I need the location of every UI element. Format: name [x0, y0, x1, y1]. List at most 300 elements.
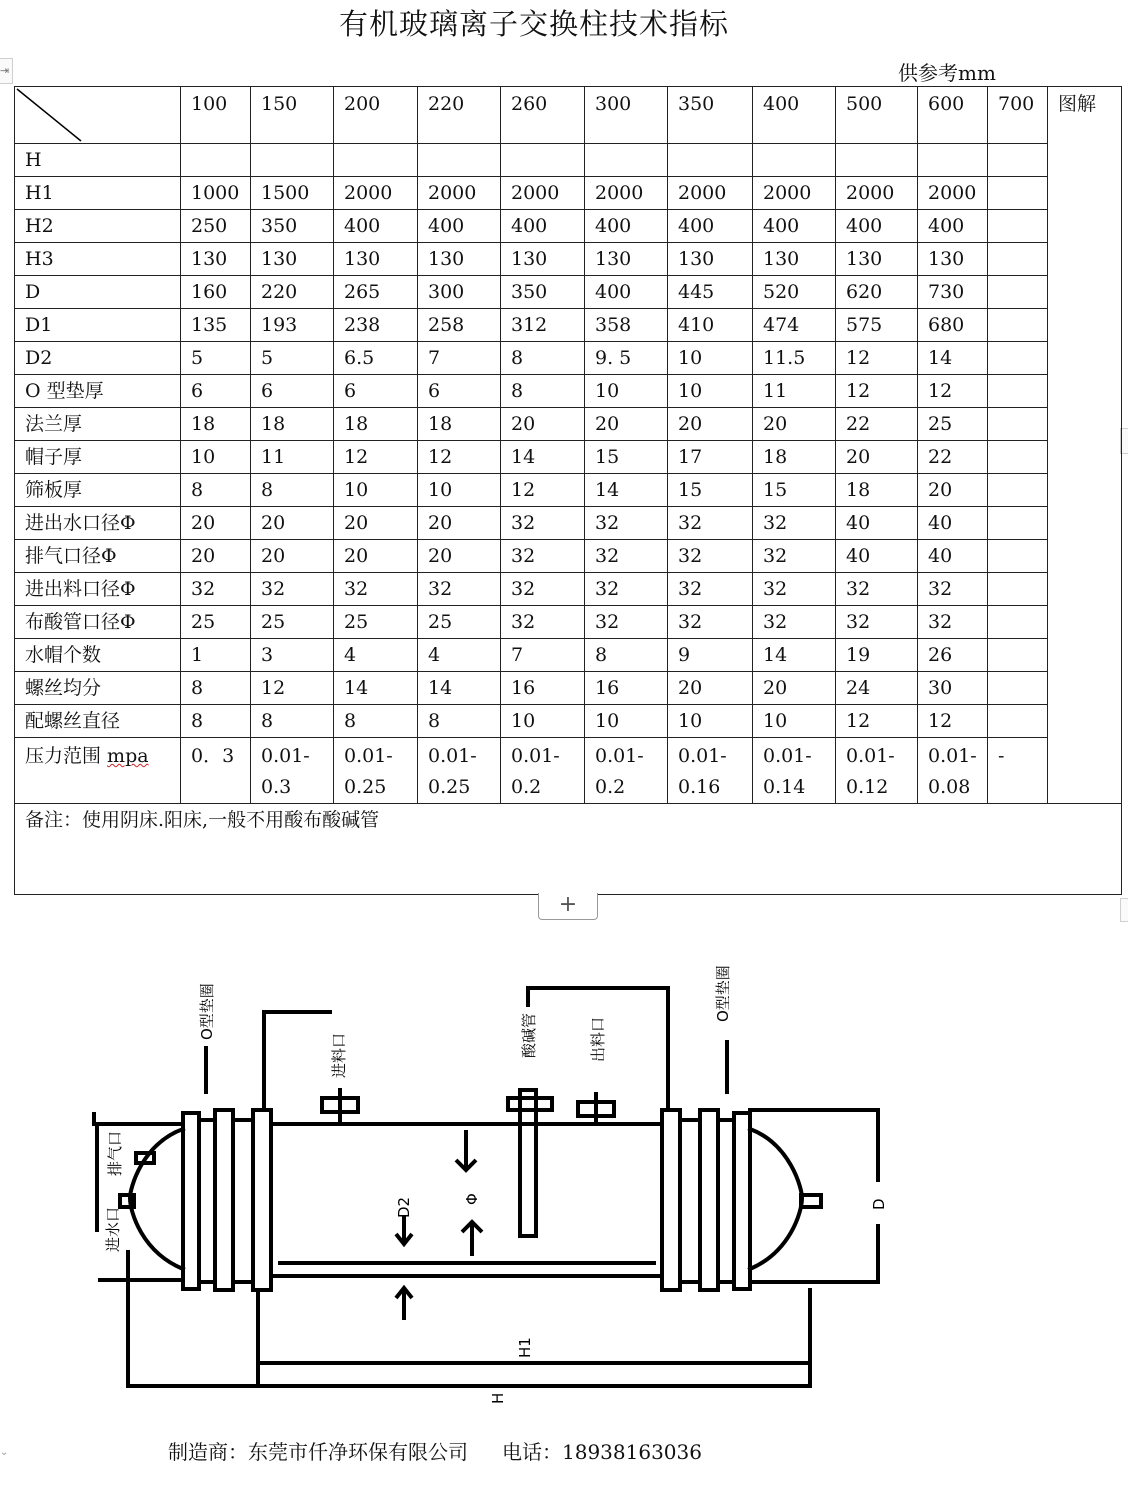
table-cell: 8	[251, 705, 334, 738]
table-cell: 32	[668, 573, 753, 606]
table-cell: 32	[501, 540, 585, 573]
feed-inlet-label: 进料口	[330, 1032, 348, 1078]
table-cell: 15	[668, 474, 753, 507]
table-cell: 14	[753, 639, 836, 672]
table-cell: 193	[251, 309, 334, 342]
header-size-260: 260	[501, 87, 585, 144]
table-cell: 16	[501, 672, 585, 705]
pressure-max: 0.2	[511, 776, 542, 798]
header-size-500: 500	[836, 87, 918, 144]
table-cell	[988, 474, 1048, 507]
row-label: 螺丝均分	[15, 672, 181, 705]
table-cell	[836, 144, 918, 177]
table-row	[15, 243, 1122, 276]
table-cell: 7	[418, 342, 501, 375]
table-cell: 2000	[501, 177, 585, 210]
table-cell: 20	[668, 408, 753, 441]
table-row	[15, 144, 1122, 177]
table-cell: 25	[418, 606, 501, 639]
table-cell: 20	[501, 408, 585, 441]
table-cell: 12	[418, 441, 501, 474]
table-cell: 2000	[836, 177, 918, 210]
table-cell: 2000	[418, 177, 501, 210]
pressure-cell	[501, 738, 585, 804]
pressure-cell	[836, 738, 918, 804]
table-cell: 40	[836, 507, 918, 540]
pressure-min: 0.01-	[595, 745, 644, 767]
header-size-150: 150	[251, 87, 334, 144]
table-cell: 20	[181, 507, 251, 540]
table-row	[15, 705, 1122, 738]
table-cell: 400	[501, 210, 585, 243]
table-cell: 32	[668, 540, 753, 573]
note-text: 备注：使用阴床.阳床,一般不用酸布酸碱管	[15, 804, 1122, 895]
table-row	[15, 540, 1122, 573]
table-cell: 18	[181, 408, 251, 441]
footer	[168, 1436, 702, 1465]
arrow-right-icon[interactable]: ⇥	[0, 58, 13, 84]
table-cell: 32	[585, 606, 668, 639]
table-cell: 220	[251, 276, 334, 309]
table-header-row	[15, 87, 1122, 144]
pressure-cell	[918, 738, 988, 804]
table-cell: 10	[668, 342, 753, 375]
table-cell: 300	[418, 276, 501, 309]
table-cell: 8	[585, 639, 668, 672]
table-cell: 265	[334, 276, 418, 309]
vent-label: 排气口	[106, 1130, 124, 1176]
table-cell: 11.5	[753, 342, 836, 375]
pressure-max: 0.3	[261, 776, 292, 798]
page-resize-handle[interactable]	[1120, 898, 1128, 922]
table-cell: 32	[251, 573, 334, 606]
table-row	[15, 342, 1122, 375]
table-cell	[988, 210, 1048, 243]
table-cell: 8	[418, 705, 501, 738]
table-cell: 20	[585, 408, 668, 441]
table-cell	[988, 672, 1048, 705]
table-cell	[988, 243, 1048, 276]
pressure-max: 0.25	[428, 776, 471, 798]
table-cell: 32	[181, 573, 251, 606]
table-row	[15, 276, 1122, 309]
row-label: 配螺丝直径	[15, 705, 181, 738]
table-cell	[668, 144, 753, 177]
table-cell	[988, 408, 1048, 441]
table-cell: 20	[251, 540, 334, 573]
table-cell	[988, 375, 1048, 408]
table-cell: 350	[251, 210, 334, 243]
table-cell: 9	[668, 639, 753, 672]
table-cell: 8	[501, 342, 585, 375]
table-cell: 25	[918, 408, 988, 441]
table-cell: 5	[251, 342, 334, 375]
table-cell: 520	[753, 276, 836, 309]
table-row	[15, 441, 1122, 474]
table-cell: 32	[753, 540, 836, 573]
row-label: 帽子厚	[15, 441, 181, 474]
table-cell: 4	[418, 639, 501, 672]
table-cell	[988, 573, 1048, 606]
pressure-cell	[988, 738, 1048, 804]
table-cell: 20	[668, 672, 753, 705]
table-cell: 12	[836, 705, 918, 738]
table-cell: 4	[334, 639, 418, 672]
h1-label: H1	[516, 1337, 534, 1358]
table-cell: 5	[181, 342, 251, 375]
row-label: 排气口径Φ	[15, 540, 181, 573]
table-cell: 18	[753, 441, 836, 474]
reference-unit-note: 供参考mm	[898, 61, 996, 85]
header-size-100: 100	[181, 87, 251, 144]
row-label: D	[15, 276, 181, 309]
table-row	[15, 210, 1122, 243]
h-label: H	[489, 1392, 507, 1404]
table-cell	[988, 507, 1048, 540]
table-cell: 400	[585, 276, 668, 309]
table-cell: 18	[334, 408, 418, 441]
pressure-min: 0.01-	[928, 745, 977, 767]
header-size-700: 700	[988, 87, 1048, 144]
table-cell	[988, 639, 1048, 672]
table-cell	[251, 144, 334, 177]
pressure-row	[15, 738, 1122, 804]
o-ring-right-label: O型垫圈	[714, 965, 732, 1022]
table-cell: 8	[251, 474, 334, 507]
table-cell: 22	[836, 408, 918, 441]
pressure-min: 0.01-	[511, 745, 560, 767]
table-cell: 14	[501, 441, 585, 474]
table-cell: 6.5	[334, 342, 418, 375]
table-row	[15, 309, 1122, 342]
table-row	[15, 177, 1122, 210]
pressure-cell	[251, 738, 334, 804]
pressure-cell	[418, 738, 501, 804]
table-cell: 130	[585, 243, 668, 276]
pressure-min: 0.01-	[678, 745, 727, 767]
table-cell: 575	[836, 309, 918, 342]
pressure-cell	[334, 738, 418, 804]
table-cell: 20	[251, 507, 334, 540]
table-cell: 40	[918, 507, 988, 540]
table-row	[15, 375, 1122, 408]
table-cell: 8	[334, 705, 418, 738]
table-cell: 20	[918, 474, 988, 507]
row-label: H1	[15, 177, 181, 210]
table-cell: 32	[753, 573, 836, 606]
table-cell: 19	[836, 639, 918, 672]
table-cell: 32	[334, 573, 418, 606]
table-cell: 20	[753, 672, 836, 705]
table-cell: 10	[585, 705, 668, 738]
manufacturer-text: 制造商：东莞市仟净环保有限公司	[168, 1440, 468, 1464]
table-cell	[753, 144, 836, 177]
table-cell: 130	[181, 243, 251, 276]
table-row	[15, 408, 1122, 441]
pressure-max: 0.2	[595, 776, 626, 798]
d-label: D	[870, 1198, 888, 1210]
table-cell: 25	[181, 606, 251, 639]
pressure-min: 0.01-	[763, 745, 812, 767]
row-label: O 型垫厚	[15, 375, 181, 408]
table-cell	[988, 441, 1048, 474]
table-cell: 32	[501, 573, 585, 606]
d2-label: D2	[395, 1196, 413, 1218]
pressure-max: 0.08	[928, 776, 971, 798]
table-cell: 350	[501, 276, 585, 309]
table-cell: 400	[334, 210, 418, 243]
pressure-min: 0．3	[191, 745, 235, 767]
table-cell	[988, 309, 1048, 342]
note-row	[15, 804, 1122, 895]
table-cell: 32	[501, 507, 585, 540]
table-cell: 26	[918, 639, 988, 672]
pressure-max: 0.16	[678, 776, 721, 798]
table-cell: 135	[181, 309, 251, 342]
row-label: 进出料口径Φ	[15, 573, 181, 606]
table-cell	[918, 144, 988, 177]
pressure-cell	[585, 738, 668, 804]
table-cell: 20	[334, 507, 418, 540]
water-inlet-label: 进水口	[104, 1206, 122, 1252]
table-cell: 12	[501, 474, 585, 507]
table-cell: 160	[181, 276, 251, 309]
table-cell: 10	[334, 474, 418, 507]
table-cell: 40	[918, 540, 988, 573]
pressure-cell	[181, 738, 251, 804]
table-cell: 3	[251, 639, 334, 672]
table-cell: 20	[418, 507, 501, 540]
table-cell: 30	[918, 672, 988, 705]
table-cell: 358	[585, 309, 668, 342]
spec-table-body	[15, 87, 1122, 895]
pressure-min: 0.01-	[344, 745, 393, 767]
table-cell: 16	[585, 672, 668, 705]
pressure-min: -	[998, 745, 1005, 767]
table-cell: 14	[334, 672, 418, 705]
table-cell: 11	[753, 375, 836, 408]
table-cell: 32	[668, 507, 753, 540]
table-cell: 8	[501, 375, 585, 408]
pressure-label-text: 压力范围	[25, 745, 108, 767]
table-cell: 730	[918, 276, 988, 309]
table-cell: 8	[181, 705, 251, 738]
table-cell	[988, 276, 1048, 309]
table-cell: 10	[418, 474, 501, 507]
table-cell: 15	[753, 474, 836, 507]
table-cell: 15	[585, 441, 668, 474]
table-cell: 10	[668, 705, 753, 738]
page-margin-marker: ⌄	[0, 1447, 9, 1458]
pressure-cell	[668, 738, 753, 804]
dimension-arrows	[396, 1130, 482, 1320]
table-cell: 130	[334, 243, 418, 276]
table-cell: 10	[668, 375, 753, 408]
row-label: D2	[15, 342, 181, 375]
phone-text: 电话：18938163036	[502, 1440, 702, 1464]
table-cell: 32	[918, 573, 988, 606]
table-cell: 12	[918, 375, 988, 408]
row-label: 进出水口径Φ	[15, 507, 181, 540]
acid-pipe-label: 酸碱管	[520, 1012, 538, 1058]
table-cell: 1	[181, 639, 251, 672]
row-label: 水帽个数	[15, 639, 181, 672]
table-cell: 400	[668, 210, 753, 243]
table-cell: 2000	[918, 177, 988, 210]
table-cell	[418, 144, 501, 177]
table-row	[15, 639, 1122, 672]
table-cell: 1000	[181, 177, 251, 210]
table-cell: 130	[753, 243, 836, 276]
table-cell: 2000	[334, 177, 418, 210]
table-cell: 32	[668, 606, 753, 639]
table-cell: 32	[753, 507, 836, 540]
row-label: 筛板厚	[15, 474, 181, 507]
row-label: 布酸管口径Φ	[15, 606, 181, 639]
pressure-label	[15, 738, 181, 804]
table-cell: 6	[418, 375, 501, 408]
table-cell: 11	[251, 441, 334, 474]
table-cell: 32	[585, 540, 668, 573]
table-cell: 400	[918, 210, 988, 243]
table-cell: 32	[585, 507, 668, 540]
table-cell: 680	[918, 309, 988, 342]
table-cell: 10	[753, 705, 836, 738]
table-cell	[501, 144, 585, 177]
table-cell: 14	[918, 342, 988, 375]
table-cell: 12	[251, 672, 334, 705]
diagonal-header-cell	[15, 87, 181, 144]
table-cell: 40	[836, 540, 918, 573]
table-cell: 130	[501, 243, 585, 276]
row-label: 法兰厚	[15, 408, 181, 441]
table-cell: 400	[836, 210, 918, 243]
o-ring-left-label: O型垫圈	[198, 983, 216, 1040]
pressure-min: 0.01-	[846, 745, 895, 767]
table-cell: 32	[418, 573, 501, 606]
table-cell	[988, 540, 1048, 573]
table-row	[15, 606, 1122, 639]
table-cell: 400	[418, 210, 501, 243]
table-cell	[988, 177, 1048, 210]
table-cell: 20	[836, 441, 918, 474]
table-cell: 32	[501, 606, 585, 639]
column-outline	[94, 988, 878, 1386]
header-size-600: 600	[918, 87, 988, 144]
table-cell: 445	[668, 276, 753, 309]
table-cell: 130	[668, 243, 753, 276]
table-cell: 250	[181, 210, 251, 243]
table-cell: 130	[918, 243, 988, 276]
table-cell: 10	[181, 441, 251, 474]
pressure-max: 0.14	[763, 776, 806, 798]
table-cell	[585, 144, 668, 177]
header-illustration: 图解	[1048, 87, 1122, 804]
table-cell: 20	[334, 540, 418, 573]
table-cell: 1500	[251, 177, 334, 210]
table-cell: 20	[181, 540, 251, 573]
add-row-button[interactable]: +	[538, 893, 598, 920]
table-cell: 32	[836, 573, 918, 606]
table-cell: 12	[836, 375, 918, 408]
table-cell: 258	[418, 309, 501, 342]
table-cell	[334, 144, 418, 177]
table-cell: 2000	[668, 177, 753, 210]
pressure-max: 0.25	[344, 776, 387, 798]
table-cell: 18	[251, 408, 334, 441]
row-label: D1	[15, 309, 181, 342]
table-cell: 32	[836, 606, 918, 639]
table-cell	[181, 144, 251, 177]
table-cell: 6	[334, 375, 418, 408]
table-cell: 22	[918, 441, 988, 474]
pressure-max: 0.12	[846, 776, 889, 798]
header-size-400: 400	[753, 87, 836, 144]
phi-label: Φ	[463, 1193, 481, 1205]
table-cell: 312	[501, 309, 585, 342]
table-cell: 130	[251, 243, 334, 276]
table-cell: 12	[334, 441, 418, 474]
header-size-350: 350	[668, 87, 753, 144]
table-cell: 32	[918, 606, 988, 639]
pressure-min: 0.01-	[261, 745, 310, 767]
pressure-min: 0.01-	[428, 745, 477, 767]
table-row	[15, 573, 1122, 606]
pressure-cell	[753, 738, 836, 804]
table-cell: 20	[418, 540, 501, 573]
table-cell: 7	[501, 639, 585, 672]
table-cell: 18	[418, 408, 501, 441]
discharge-label: 出料口	[589, 1016, 607, 1062]
table-cell: 8	[181, 672, 251, 705]
row-label: H	[15, 144, 181, 177]
spec-table	[14, 86, 1122, 895]
table-row	[15, 474, 1122, 507]
table-cell: 12	[918, 705, 988, 738]
document-title: 有机玻璃离子交换柱技术指标	[338, 7, 729, 41]
table-cell: 18	[836, 474, 918, 507]
table-cell: 10	[585, 375, 668, 408]
table-cell: 474	[753, 309, 836, 342]
table-cell	[988, 144, 1048, 177]
pressure-unit: mpa	[107, 745, 149, 767]
table-cell: 25	[334, 606, 418, 639]
table-cell: 410	[668, 309, 753, 342]
table-cell: 620	[836, 276, 918, 309]
table-cell: 400	[585, 210, 668, 243]
table-cell: 2000	[585, 177, 668, 210]
table-cell: 130	[836, 243, 918, 276]
table-cell: 14	[418, 672, 501, 705]
table-cell: 2000	[753, 177, 836, 210]
table-cell: 10	[501, 705, 585, 738]
table-cell: 20	[753, 408, 836, 441]
header-size-200: 200	[334, 87, 418, 144]
table-cell: 12	[836, 342, 918, 375]
header-size-300: 300	[585, 87, 668, 144]
table-cell: 6	[251, 375, 334, 408]
table-row	[15, 507, 1122, 540]
table-cell: 32	[585, 573, 668, 606]
table-cell	[988, 342, 1048, 375]
row-label: H2	[15, 210, 181, 243]
table-cell: 238	[334, 309, 418, 342]
table-cell: 9. 5	[585, 342, 668, 375]
table-cell: 14	[585, 474, 668, 507]
table-cell: 6	[181, 375, 251, 408]
table-cell: 400	[753, 210, 836, 243]
table-cell: 130	[418, 243, 501, 276]
